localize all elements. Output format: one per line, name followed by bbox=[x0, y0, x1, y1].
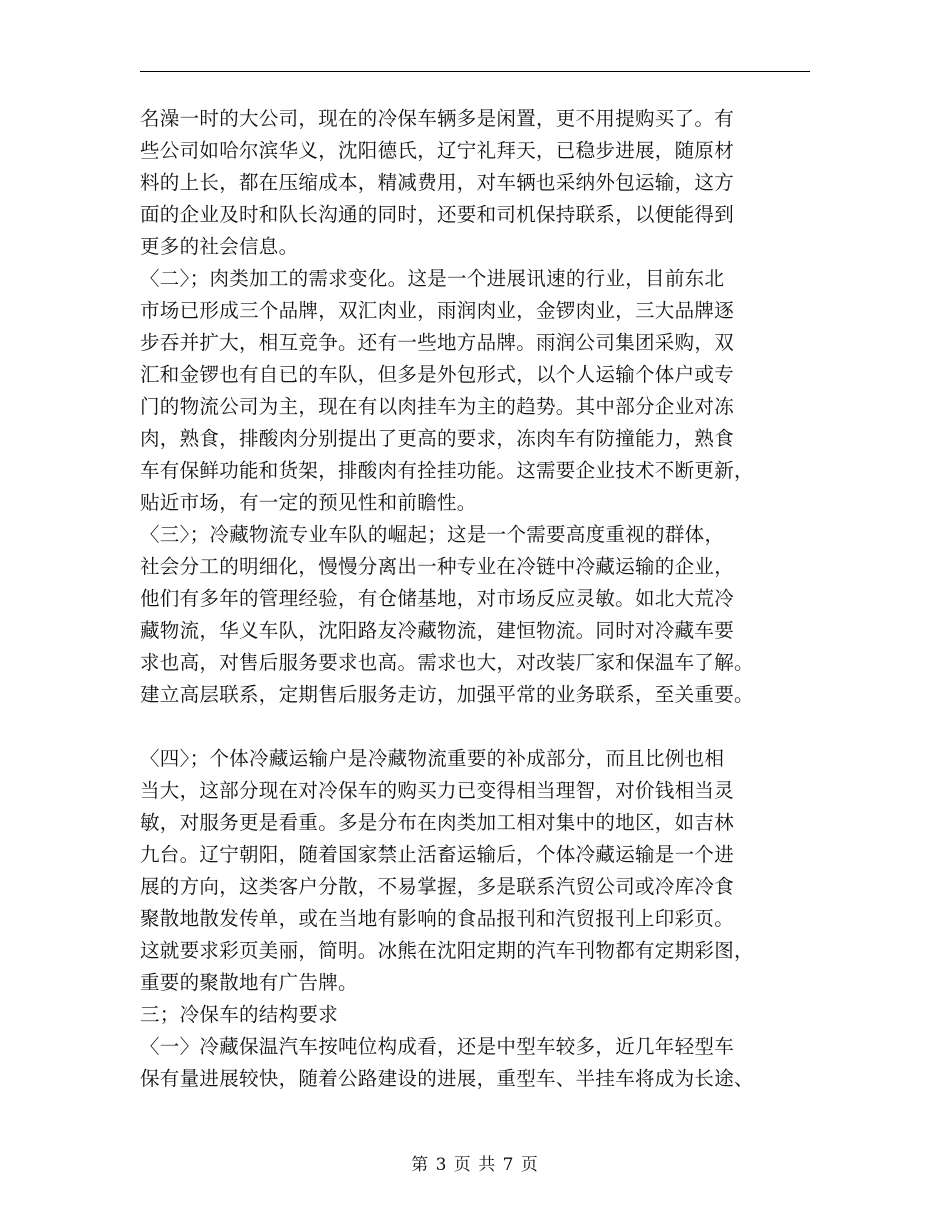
text-line: 步吞并扩大，相互竞争。还有一些地方品牌。雨润公司集团采购，双 bbox=[140, 331, 735, 354]
text-line: 〈三〉；冷藏物流专业车队的崛起；这是一个需要高度重视的群体， bbox=[140, 523, 725, 546]
section-heading: 三；冷保车的结构要求 bbox=[140, 1003, 339, 1026]
text-line: 建立高层联系，定期售后服务走访，加强平常的业务联系，至关重要。 bbox=[140, 683, 754, 706]
text-line: 〈一〉冷藏保温汽车按吨位构成看，还是中型车较多，近几年轻型车 bbox=[140, 1035, 735, 1058]
text-line: 〈四〉；个体冷藏运输户是冷藏物流重要的补成部分，而且比例也相 bbox=[140, 747, 725, 770]
text-line: 他们有多年的管理经验，有仓储基地，对市场反应灵敏。如北大荒冷 bbox=[140, 587, 735, 610]
text-line: 重要的聚散地有广告牌。 bbox=[140, 971, 358, 994]
text-line: 市场已形成三个品牌，双汇肉业，雨润肉业，金锣肉业，三大品牌逐 bbox=[140, 299, 735, 322]
text-line: 这就要求彩页美丽，简明。冰熊在沈阳定期的汽车刊物都有定期彩图， bbox=[140, 939, 754, 962]
text-line: 汇和金锣也有自已的车队，但多是外包形式，以个人运输个体户或专 bbox=[140, 363, 735, 386]
text-line: 敏，对服务更是看重。多是分布在肉类加工相对集中的地区，如吉林 bbox=[140, 811, 735, 834]
text-line: 贴近市场，有一定的预见性和前瞻性。 bbox=[140, 491, 477, 514]
text-line: 求也高，对售后服务要求也高。需求也大，对改装厂家和保温车了解。 bbox=[140, 651, 754, 674]
text-line: 展的方向，这类客户分散，不易掌握，多是联系汽贸公司或冷库冷食 bbox=[140, 875, 735, 898]
text-line: 聚散地散发传单，或在当地有影响的食品报刊和汽贸报刊上印彩页。 bbox=[140, 907, 735, 930]
text-line: 料的上长，都在压缩成本，精减费用，对车辆也采纳外包运输，这方 bbox=[140, 171, 735, 194]
text-line: 名澡一时的大公司，现在的冷保车辆多是闲置，更不用提购买了。有 bbox=[140, 107, 735, 130]
text-line: 社会分工的明细化，慢慢分离出一种专业在冷链中冷藏运输的企业， bbox=[140, 555, 735, 578]
text-line: 九台。辽宁朝阳，随着国家禁止活畜运输后，个体冷藏运输是一个进 bbox=[140, 843, 735, 866]
text-line: 些公司如哈尔滨华义，沈阳德氏，辽宁礼拜天，已稳步进展，随原材 bbox=[140, 139, 735, 162]
header-rule bbox=[140, 71, 810, 72]
text-line: 车有保鲜功能和货架，排酸肉有拴挂功能。这需要企业技术不断更新， bbox=[140, 459, 754, 482]
text-line: 保有量进展较快，随着公路建设的进展，重型车、半挂车将成为长途、 bbox=[140, 1067, 754, 1090]
blank-line bbox=[140, 711, 820, 743]
text-line: 藏物流，华义车队，沈阳路友冷藏物流，建恒物流。同时对冷藏车要 bbox=[140, 619, 735, 642]
text-line: 〈二〉；肉类加工的需求变化。这是一个进展讯速的行业，目前东北 bbox=[140, 267, 725, 290]
text-line: 门的物流公司为主，现在有以肉挂车为主的趋势。其中部分企业对冻 bbox=[140, 395, 735, 418]
text-line: 当大，这部分现在对冷保车的购买力已变得相当理智，对价钱相当灵 bbox=[140, 779, 735, 802]
body-text bbox=[140, 103, 820, 1095]
page-footer: 第 3 页 共 7 页 bbox=[411, 1155, 539, 1175]
text-line: 更多的社会信息。 bbox=[140, 235, 299, 258]
text-line: 肉，熟食，排酸肉分别提出了更高的要求，冻肉车有防撞能力，熟食 bbox=[140, 427, 735, 450]
text-line: 面的企业及时和队长沟通的同时，还要和司机保持联系，以便能得到 bbox=[140, 203, 735, 226]
